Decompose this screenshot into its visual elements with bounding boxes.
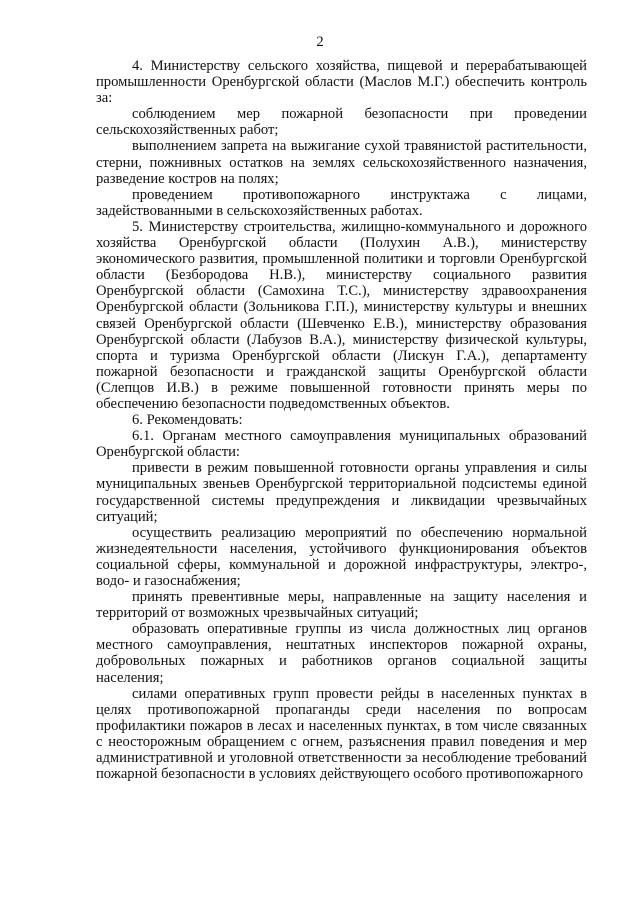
paragraph-5: 5. Министерству строительства, жилищно-коммунального и дорожного хозяйства Оренбургской области (Полухин А.В.), министерству экономического развития, промышленной политики и торговли Оренбургской области (Безбородова Н.В.), министерству социального развития Оренбургской области (Самохина Т.С.), министерству здравоохранения Оренбургской области (Зольникова Г.П.), министерству культуры и внешних связей Оренбургской области (Шевченко Е.В.), министерству образования Оренбургской области (Лабузов В.А.), министерству физической культуры, спорта и туризма Оренбургской области (Лискун Г.А.), департаменту пожарной безопасности и гражданской защиты Оренбургской области (Слепцов И.В.) в режиме повышенной готовности принять меры по обеспечению безопасности подведомственных объектов. bbox=[96, 218, 587, 412]
paragraph-6-1-item-3: принять превентивные меры, направленные на защиту населения и территорий от возможных чрезвычайных ситуаций; bbox=[96, 589, 587, 622]
paragraph-6-1-item-4: образовать оперативные группы из числа должностных лиц органов местного самоуправления, нештатных инспекторов пожарной охраны, добровольных пожарных и работников органов социальной защиты населения; bbox=[96, 621, 587, 686]
paragraph-6-1: 6.1. Органам местного самоуправления муниципальных образований Оренбургской области: bbox=[96, 428, 587, 461]
paragraph-4-item-2: выполнением запрета на выжигание сухой травянистой растительности, стерни, пожнивных остатков на землях сельскохозяйственного назначения, разведение костров на полях; bbox=[96, 138, 587, 187]
paragraph-6-1-item-5: силами оперативных групп провести рейды в населенных пунктах в целях противопожарной пропаганды среди населения по вопросам профилактики пожаров в лесах и населенных пунктах, в том числе связанных с неосторожным обращением с огнем, разъяснения правил поведения и мер административной и уголовной ответственности за несоблюдение требований пожарной безопасности в условиях действующего особого противопожарного bbox=[96, 685, 587, 783]
paragraph-6-1-item-1: привести в режим повышенной готовности органы управления и силы муниципальных звеньев Оренбургской территориальной подсистемы единой государственной системы предупреждения и ликвидации чрезвычайных ситуаций; bbox=[96, 460, 587, 525]
paragraph-4: 4. Министерству сельского хозяйства, пищевой и перерабатывающей промышленности Оренбургской области (Маслов М.Г.) обеспечить контроль за: bbox=[96, 58, 587, 107]
paragraph-6: 6. Рекомендовать: bbox=[132, 412, 243, 429]
page-number: 2 bbox=[316, 34, 324, 50]
document-body bbox=[96, 58, 587, 782]
paragraph-6-1-item-2: осуществить реализацию мероприятий по обеспечению нормальной жизнедеятельности населения, устойчивого функционирования объектов социальной сферы, коммунальной и дорожной инфраструктуры, электро-, водо- и газоснабжения; bbox=[96, 524, 587, 589]
paragraph-4-item-3: проведением противопожарного инструктажа с лицами, задействованными в сельскохозяйственных работах. bbox=[96, 186, 587, 219]
paragraph-4-item-1: соблюдением мер пожарной безопасности при проведении сельскохозяйственных работ; bbox=[96, 106, 587, 139]
